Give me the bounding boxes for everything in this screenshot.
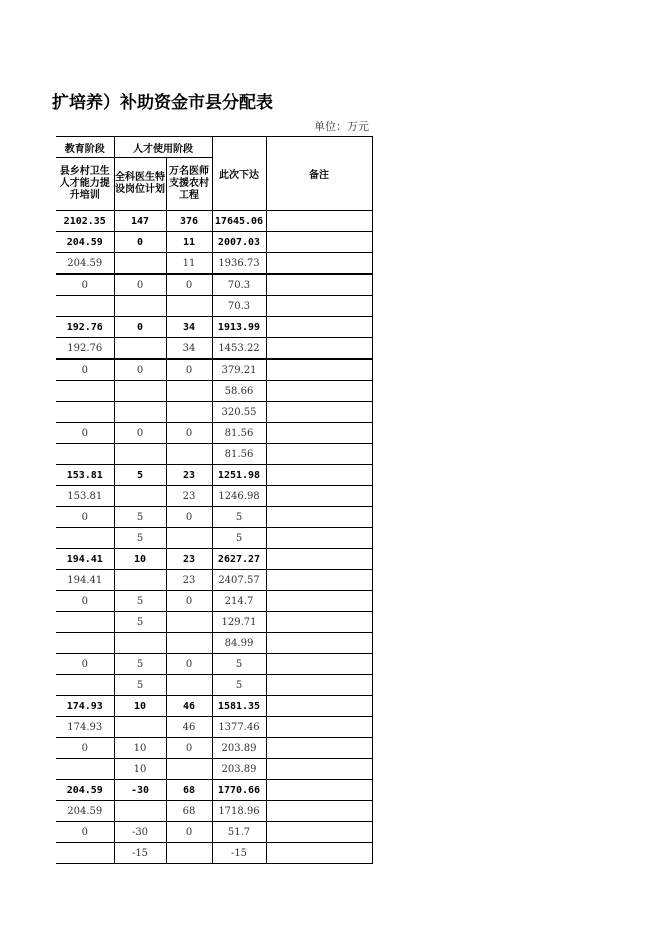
table-cell-c1: 192.76 bbox=[56, 317, 114, 338]
table-cell-c3 bbox=[166, 759, 212, 780]
table-cell-c5 bbox=[266, 759, 372, 780]
table-cell-c2: -15 bbox=[114, 843, 166, 864]
table-cell-c2 bbox=[114, 296, 166, 317]
header-col3: 万名医师支援农村工程 bbox=[166, 158, 212, 211]
header-col4: 此次下达 bbox=[212, 137, 266, 211]
table-cell-c3: 0 bbox=[166, 423, 212, 444]
table-cell-c5 bbox=[266, 654, 372, 675]
table-cell-c5 bbox=[266, 338, 372, 360]
unit-label: 单位：万元 bbox=[314, 120, 369, 133]
table-cell-c4: 1377.46 bbox=[212, 717, 266, 738]
table-cell-c4: 2627.27 bbox=[212, 549, 266, 570]
table-cell-c5 bbox=[266, 549, 372, 570]
table-cell-c2: 5 bbox=[114, 654, 166, 675]
table-cell-c2: 5 bbox=[114, 591, 166, 612]
table-cell-c5 bbox=[266, 591, 372, 612]
table-row bbox=[56, 633, 372, 654]
table-cell-c3 bbox=[166, 633, 212, 654]
page-title: 扩培养）补助资金市县分配表 bbox=[52, 93, 273, 113]
table-cell-c1: 2102.35 bbox=[56, 211, 114, 232]
table-cell-c4: 58.66 bbox=[212, 381, 266, 402]
table-cell-c1 bbox=[56, 528, 114, 549]
table-cell-c4: 203.89 bbox=[212, 759, 266, 780]
table-cell-c1 bbox=[56, 612, 114, 633]
table-cell-c3 bbox=[166, 296, 212, 317]
table-cell-c4: 51.7 bbox=[212, 822, 266, 843]
table-row bbox=[56, 444, 372, 465]
table-cell-c4: 1581.35 bbox=[212, 696, 266, 717]
table-cell-c1: 192.76 bbox=[56, 338, 114, 360]
table-cell-c2: 0 bbox=[114, 359, 166, 381]
table-body bbox=[56, 137, 372, 864]
table-cell-c1: 0 bbox=[56, 591, 114, 612]
table-cell-c3 bbox=[166, 528, 212, 549]
table-cell-c2: 5 bbox=[114, 528, 166, 549]
table-cell-c1: 204.59 bbox=[56, 801, 114, 822]
table-cell-c2: 10 bbox=[114, 549, 166, 570]
table-row bbox=[56, 274, 372, 296]
table-cell-c5 bbox=[266, 843, 372, 864]
header-group-edu: 教育阶段 bbox=[56, 137, 114, 158]
table-cell-c2: 0 bbox=[114, 423, 166, 444]
table-row bbox=[56, 253, 372, 275]
table-cell-c2 bbox=[114, 444, 166, 465]
table-cell-c2: 0 bbox=[114, 317, 166, 338]
table-cell-c3: 0 bbox=[166, 591, 212, 612]
table-cell-c1 bbox=[56, 633, 114, 654]
table-cell-c2 bbox=[114, 633, 166, 654]
table-row bbox=[56, 528, 372, 549]
table-cell-c4: 1453.22 bbox=[212, 338, 266, 360]
table-cell-c5 bbox=[266, 528, 372, 549]
table-cell-c2: 10 bbox=[114, 738, 166, 759]
table-cell-c5 bbox=[266, 570, 372, 591]
table-cell-c2: 0 bbox=[114, 232, 166, 253]
table-cell-c4: -15 bbox=[212, 843, 266, 864]
table-row bbox=[56, 738, 372, 759]
table-cell-c1: 153.81 bbox=[56, 465, 114, 486]
header-col1: 县乡村卫生人才能力提升培训 bbox=[56, 158, 114, 211]
table-cell-c1: 0 bbox=[56, 423, 114, 444]
table-cell-c5 bbox=[266, 486, 372, 507]
table-row bbox=[56, 570, 372, 591]
table-cell-c3: 11 bbox=[166, 253, 212, 275]
table-cell-c4: 214.7 bbox=[212, 591, 266, 612]
table-cell-c3: 46 bbox=[166, 717, 212, 738]
table-cell-c1: 204.59 bbox=[56, 232, 114, 253]
table-cell-c2 bbox=[114, 381, 166, 402]
table-cell-c3 bbox=[166, 381, 212, 402]
header-group-row bbox=[56, 137, 372, 158]
table-cell-c4: 2407.57 bbox=[212, 570, 266, 591]
table-cell-c1 bbox=[56, 296, 114, 317]
table-row bbox=[56, 759, 372, 780]
table-cell-c2 bbox=[114, 717, 166, 738]
table-cell-c2: 0 bbox=[114, 274, 166, 296]
table-cell-c1: 0 bbox=[56, 738, 114, 759]
table-cell-c1: 0 bbox=[56, 274, 114, 296]
table-cell-c4: 5 bbox=[212, 528, 266, 549]
table-row bbox=[56, 402, 372, 423]
table-cell-c4: 5 bbox=[212, 654, 266, 675]
table-cell-c3 bbox=[166, 612, 212, 633]
table-row bbox=[56, 675, 372, 696]
table-cell-c2: 5 bbox=[114, 507, 166, 528]
table-row bbox=[56, 465, 372, 486]
header-group-talent: 人才使用阶段 bbox=[114, 137, 212, 158]
table-cell-c5 bbox=[266, 296, 372, 317]
table-cell-c3: 0 bbox=[166, 822, 212, 843]
table-cell-c5 bbox=[266, 822, 372, 843]
table-cell-c5 bbox=[266, 274, 372, 296]
table-cell-c1: 194.41 bbox=[56, 549, 114, 570]
table-cell-c5 bbox=[266, 612, 372, 633]
table-cell-c2 bbox=[114, 338, 166, 360]
table-cell-c2: 10 bbox=[114, 759, 166, 780]
table-cell-c2 bbox=[114, 801, 166, 822]
table-cell-c2: 10 bbox=[114, 696, 166, 717]
table-cell-c2: 5 bbox=[114, 675, 166, 696]
table-cell-c4: 1251.98 bbox=[212, 465, 266, 486]
table-cell-c3: 23 bbox=[166, 486, 212, 507]
table-cell-c5 bbox=[266, 381, 372, 402]
table-cell-c4: 5 bbox=[212, 507, 266, 528]
table-cell-c4: 70.3 bbox=[212, 296, 266, 317]
table-cell-c5 bbox=[266, 444, 372, 465]
table-cell-c4: 1246.98 bbox=[212, 486, 266, 507]
table-cell-c5 bbox=[266, 317, 372, 338]
table-cell-c5 bbox=[266, 465, 372, 486]
table-cell-c3: 0 bbox=[166, 654, 212, 675]
table-cell-c3: 23 bbox=[166, 549, 212, 570]
table-cell-c2: -30 bbox=[114, 780, 166, 801]
table-cell-c1: 0 bbox=[56, 654, 114, 675]
table-cell-c2 bbox=[114, 253, 166, 275]
header-col5: 备注 bbox=[266, 137, 372, 211]
table-row bbox=[56, 317, 372, 338]
table-cell-c3: 23 bbox=[166, 570, 212, 591]
table-cell-c1: 153.81 bbox=[56, 486, 114, 507]
table-cell-c1: 194.41 bbox=[56, 570, 114, 591]
table-row bbox=[56, 780, 372, 801]
table-cell-c3: 0 bbox=[166, 274, 212, 296]
table-cell-c5 bbox=[266, 696, 372, 717]
table-cell-c4: 5 bbox=[212, 675, 266, 696]
table-cell-c1: 0 bbox=[56, 507, 114, 528]
table-row bbox=[56, 359, 372, 381]
table-cell-c2 bbox=[114, 402, 166, 423]
table-cell-c4: 129.71 bbox=[212, 612, 266, 633]
table-cell-c1: 204.59 bbox=[56, 780, 114, 801]
table-cell-c1: 0 bbox=[56, 822, 114, 843]
table-cell-c4: 84.99 bbox=[212, 633, 266, 654]
table-cell-c5 bbox=[266, 717, 372, 738]
table-cell-c4: 379.21 bbox=[212, 359, 266, 381]
table-row bbox=[56, 381, 372, 402]
table-cell-c4: 1936.73 bbox=[212, 253, 266, 275]
table-cell-c3 bbox=[166, 843, 212, 864]
table-cell-c3 bbox=[166, 402, 212, 423]
table-cell-c5 bbox=[266, 738, 372, 759]
table-cell-c3 bbox=[166, 444, 212, 465]
table-row bbox=[56, 696, 372, 717]
table-row bbox=[56, 717, 372, 738]
table-row bbox=[56, 654, 372, 675]
allocation-table bbox=[56, 136, 373, 864]
table-cell-c1 bbox=[56, 444, 114, 465]
table-cell-c1 bbox=[56, 759, 114, 780]
table-cell-c2 bbox=[114, 570, 166, 591]
table-cell-c5 bbox=[266, 253, 372, 275]
table-cell-c5 bbox=[266, 507, 372, 528]
table-cell-c4: 2007.03 bbox=[212, 232, 266, 253]
table-cell-c4: 81.56 bbox=[212, 423, 266, 444]
table-cell-c3: 34 bbox=[166, 317, 212, 338]
table-cell-c3: 11 bbox=[166, 232, 212, 253]
table-cell-c4: 1718.96 bbox=[212, 801, 266, 822]
table-cell-c1: 174.93 bbox=[56, 717, 114, 738]
table-cell-c3: 0 bbox=[166, 507, 212, 528]
table-row bbox=[56, 822, 372, 843]
table-cell-c1: 0 bbox=[56, 359, 114, 381]
table-cell-c5 bbox=[266, 232, 372, 253]
table-row bbox=[56, 486, 372, 507]
table-cell-c1 bbox=[56, 675, 114, 696]
table-cell-c3 bbox=[166, 675, 212, 696]
table-cell-c3: 23 bbox=[166, 465, 212, 486]
table-cell-c2: 5 bbox=[114, 465, 166, 486]
table-cell-c5 bbox=[266, 633, 372, 654]
table-cell-c3: 68 bbox=[166, 801, 212, 822]
table-row bbox=[56, 801, 372, 822]
table-row bbox=[56, 591, 372, 612]
table-cell-c3: 46 bbox=[166, 696, 212, 717]
table-cell-c5 bbox=[266, 780, 372, 801]
table-cell-c5 bbox=[266, 211, 372, 232]
table-cell-c5 bbox=[266, 402, 372, 423]
table-cell-c4: 17645.06 bbox=[212, 211, 266, 232]
table-cell-c1 bbox=[56, 843, 114, 864]
table-cell-c2: 147 bbox=[114, 211, 166, 232]
table-cell-c4: 320.55 bbox=[212, 402, 266, 423]
table-cell-c4: 1913.99 bbox=[212, 317, 266, 338]
table-cell-c3: 68 bbox=[166, 780, 212, 801]
table-cell-c2: -30 bbox=[114, 822, 166, 843]
table-row bbox=[56, 211, 372, 232]
table-cell-c2 bbox=[114, 486, 166, 507]
table-cell-c3: 34 bbox=[166, 338, 212, 360]
table-row bbox=[56, 296, 372, 317]
table-cell-c3: 376 bbox=[166, 211, 212, 232]
table-row bbox=[56, 612, 372, 633]
table-row bbox=[56, 549, 372, 570]
table-cell-c2: 5 bbox=[114, 612, 166, 633]
table-cell-c1: 174.93 bbox=[56, 696, 114, 717]
table-cell-c3: 0 bbox=[166, 738, 212, 759]
table-cell-c4: 1770.66 bbox=[212, 780, 266, 801]
table-cell-c1 bbox=[56, 402, 114, 423]
table-cell-c5 bbox=[266, 675, 372, 696]
table-cell-c4: 81.56 bbox=[212, 444, 266, 465]
table-row bbox=[56, 232, 372, 253]
header-col2: 全科医生特设岗位计划 bbox=[114, 158, 166, 211]
table-row bbox=[56, 843, 372, 864]
table-cell-c5 bbox=[266, 359, 372, 381]
table-cell-c5 bbox=[266, 801, 372, 822]
table-row bbox=[56, 338, 372, 360]
table-cell-c5 bbox=[266, 423, 372, 444]
table-cell-c4: 203.89 bbox=[212, 738, 266, 759]
table-cell-c1 bbox=[56, 381, 114, 402]
table-row bbox=[56, 507, 372, 528]
table-cell-c3: 0 bbox=[166, 359, 212, 381]
table-row bbox=[56, 423, 372, 444]
table-cell-c1: 204.59 bbox=[56, 253, 114, 275]
table-cell-c4: 70.3 bbox=[212, 274, 266, 296]
